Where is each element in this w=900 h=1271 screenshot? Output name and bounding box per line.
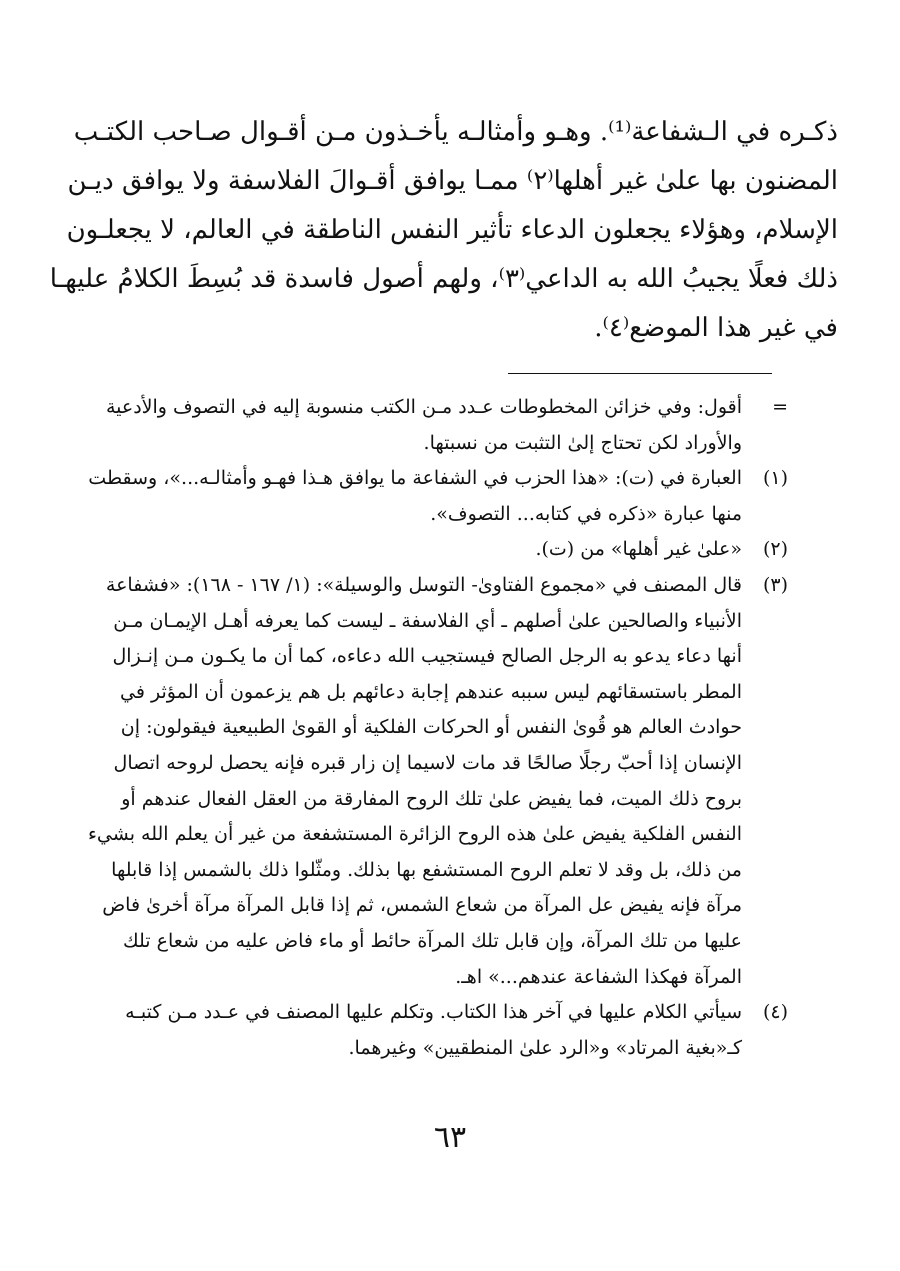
footnote-line: أنها دعاء يدعو به الرجل الصالح فيستجيب الله دعاءه، كما أن ما يكـون مـن إنـزال	[112, 645, 742, 668]
footnote-line: المرآة فهكذا الشفاعة عندهم...» اهـ.	[455, 965, 742, 988]
footnote-continuation	[105, 390, 788, 461]
footnote-marker: (١)	[762, 467, 788, 490]
footnote-line: عليها من تلك المرآة، وإن قابل تلك المرآة حائط أو ماء فاض عليه من شعاع تلك	[123, 929, 742, 952]
main-text-line: ذكـره في الـشفاعة⁽¹⁾. وهـو وأمثالـه يأخـذون مـن أقـوال صـاحب الكتـب	[73, 117, 838, 147]
main-text-line: المضنون بها علىٰ غير أهلها⁽٢⁾ ممـا يوافق أقـوالَ الفلاسفة ولا يوافق ديـن	[67, 166, 838, 196]
footnote-line: العبارة في (ت): «هذا الحزب في الشفاعة ما يوافق هـذا فهـو وأمثالـه...»، وسقطت	[88, 467, 742, 490]
footnote-line: النفس الفلكية يفيض علىٰ هذه الروح الزائرة المستشفعة من غير أن يعلم الله بشيء	[87, 823, 742, 846]
footnote-line: منها عبارة «ذكره في كتابه... التصوف».	[430, 502, 742, 525]
page-number: ٦٣	[433, 1120, 467, 1155]
footnote-line: والأوراد لكن تحتاج إلىٰ التثبت من نسبتها.	[423, 431, 742, 454]
footnote-line: «علىٰ غير أهلها» من (ت).	[535, 538, 742, 561]
main-text-line: الإسلام، وهؤلاء يجعلون الدعاء تأثير النفس الناطقة في العالم، لا يجعلـون	[66, 215, 838, 245]
footnote-line: حوادث العالم هو قُوىٰ النفس أو الحركات الفلكية أو القوىٰ الطبيعية فيقولون: إن	[120, 716, 742, 739]
main-text-block	[49, 108, 838, 353]
footnote-3	[87, 568, 788, 995]
footnote-1	[88, 461, 788, 532]
footnote-line: سيأتي الكلام عليها في آخر هذا الكتاب. وتكلم عليها المصنف في عـدد مـن كتبـه	[125, 1001, 742, 1024]
footnote-2	[108, 532, 788, 568]
footnotes-block	[87, 390, 788, 1066]
footnote-line: قال المصنف في «مجموع الفتاوىٰ- التوسل والوسيلة»: (١/ ١٦٧ - ١٦٨): «فشفاعة	[105, 573, 742, 596]
footnote-marker: =	[772, 396, 788, 418]
footnote-divider	[508, 373, 772, 374]
footnote-line: كـ«بغية المرتاد» و«الرد علىٰ المنطقيين» وغيرهما.	[348, 1036, 742, 1059]
footnote-marker: (٣)	[762, 573, 788, 596]
main-text-line: في غير هذا الموضع⁽٤⁾.	[594, 313, 838, 343]
footnote-line: أقول: وفي خزائن المخطوطات عـدد مـن الكتب منسوبة إليه في التصوف والأدعية	[105, 396, 742, 418]
footnote-marker: (٢)	[762, 538, 788, 561]
footnote-line: بروح ذلك الميت، فما يفيض علىٰ تلك الروح المفارقة من العقل الفعال عندهم أو	[121, 787, 742, 810]
footnote-line: الإنسان إذا أحبّ رجلًا صالحًا قد مات لاسيما إن زار قبره فإنه يحصل لروحه اتصال	[113, 751, 742, 774]
footnote-line: الأنبياء والصالحين علىٰ أصلهم ـ أي الفلاسفة ـ ليست كما يعرفه أهـل الإيمـان مـن	[113, 609, 742, 632]
footnote-line: مرآة فإنه يفيض عل المرآة من شعاع الشمس، ثم إذا قابل المرآة مرآة أخرىٰ فاض	[102, 894, 742, 917]
footnote-line: من ذلك، بل وقد لا تعلم الروح المستشفع بها بذلك. ومثّلوا ذلك بالشمس إذا قابلها	[111, 858, 742, 881]
main-text-line: ذلك فعلًا يجيبُ الله به الداعي⁽٣⁾، ولهم أصول فاسدة قد بُسِطَ الكلامُ عليهـا	[49, 264, 838, 294]
footnote-4	[108, 995, 788, 1066]
footnote-marker: (٤)	[762, 1001, 788, 1024]
footnote-line: المطر باستسقائهم ليس سببه عندهم إجابة دعائهم بل هم يزعمون أن المؤثر في	[120, 680, 742, 703]
